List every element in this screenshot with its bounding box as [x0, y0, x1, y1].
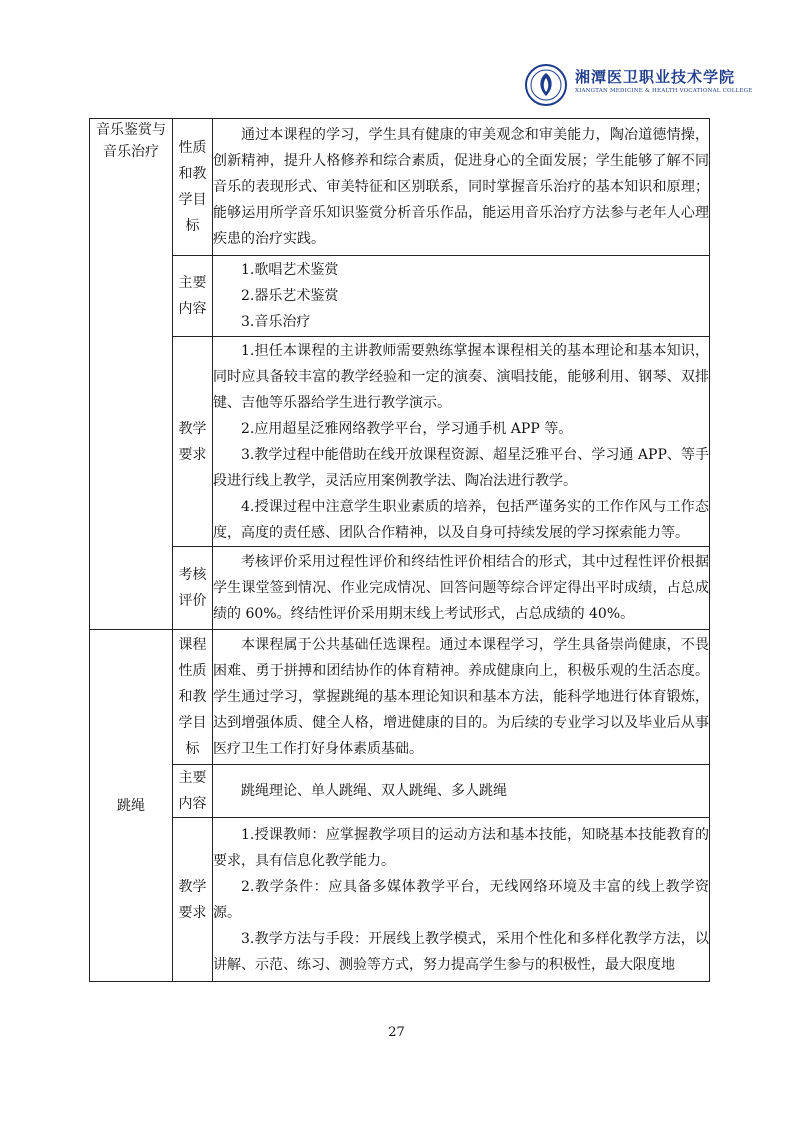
row-label-nature: 性质和教学目标 — [173, 119, 213, 256]
curriculum-table — [89, 118, 710, 982]
table-row — [90, 818, 710, 982]
table-row — [90, 119, 710, 256]
row-label-requirements: 教学要求 — [173, 818, 213, 982]
requirement-item: 3.教学过程中能借助在线开放课程资源、超星泛雅平台、学习通 APP、等手段进行线上教学，灵活应用案例教学法、陶冶法进行教学。 — [213, 446, 709, 489]
table-row — [90, 765, 710, 818]
requirement-item: 2.应用超星泛雅网络教学平台，学习通手机 APP 等。 — [241, 420, 573, 437]
school-emblem-icon — [525, 64, 567, 106]
table-row — [90, 256, 710, 337]
requirement-item: 2.教学条件：应具备多媒体教学平台，无线网络环境及丰富的线上教学资源。 — [213, 878, 709, 921]
list-item: 3.音乐治疗 — [241, 314, 311, 330]
school-name-cn: 湘潭医卫职业技术学院 — [575, 68, 736, 86]
row-label-requirements: 教学要求 — [173, 337, 213, 547]
nature-text — [213, 630, 710, 765]
requirement-item: 1.担任本课程的主讲教师需要熟练掌握本课程相关的基本理论和基本知识，同时应具备较丰富的教学经验和一定的演奏、演唱技能，能够利用、钢琴、双排键、吉他等乐器给学生进行教学演示。 — [213, 342, 709, 411]
nature-paragraph: 通过本课程的学习，学生具有健康的审美观念和审美能力，陶冶道德情操，创新精神，提升人格修养和综合素质，促进身心的全面发展；学生能够了解不同音乐的表现形式、审美特征和区别联系，同时掌握音乐治疗的基本知识和原理；能够运用所学音乐知识鉴赏分析音乐作品，能运用音乐治疗方法参与老年人心理疾患的治疗实践。 — [213, 127, 709, 247]
table-row — [90, 630, 710, 765]
nature-text — [213, 119, 710, 256]
course-name-jumprope: 跳绳 — [90, 630, 173, 982]
table-row — [90, 337, 710, 547]
page-number: 27 — [388, 1025, 405, 1040]
requirement-item: 1.授课教师：应掌握教学项目的运动方法和基本技能，知晓基本技能教育的要求，具有信息化教学能力。 — [213, 826, 709, 869]
row-label-content: 主要内容 — [173, 256, 213, 337]
evaluation-paragraph: 考核评价采用过程性评价和终结性评价相结合的形式，其中过程性评价根据学生课堂签到情况、作业完成情况、回答问题等综合评定得出平时成绩，占总成绩的 60%。终结性评价采用期末线上考试形式，占总成绩的 40%。 — [213, 554, 709, 622]
row-label-content: 主要内容 — [173, 765, 213, 818]
list-item: 1.歌唱艺术鉴赏 — [241, 262, 339, 278]
content-text — [213, 765, 710, 818]
nature-paragraph: 本课程属于公共基础任选课程。通过本课程学习，学生具备崇尚健康，不畏困难、勇于拼搏和团结协作的体育精神。养成健康向上，积极乐观的生活态度。学生通过学习，掌握跳绳的基本理论知识和基本方法，能科学地进行体育锻炼，达到增强体质、健全人格，增进健康的目的。为后续的专业学习以及毕业后从事医疗卫生工作打好身体素质基础。 — [213, 637, 709, 757]
content-list — [213, 256, 710, 337]
evaluation-text — [213, 547, 710, 630]
content-paragraph: 跳绳理论、单人跳绳、双人跳绳、多人跳绳 — [241, 783, 507, 799]
requirements-list — [213, 337, 710, 547]
list-item: 2.器乐艺术鉴赏 — [241, 288, 339, 304]
requirement-item: 3.教学方法与手段：开展线上教学模式，采用个性化和多样化教学方法，以讲解、示范、练习、测验等方式，努力提高学生参与的积极性，最大限度地 — [213, 930, 709, 973]
school-logo — [519, 62, 753, 108]
school-name-en: XIANGTAN MEDICINE & HEALTH VOCATIONAL COLLEGE — [575, 88, 753, 94]
course-name-music: 音乐鉴赏与音乐治疗 — [90, 119, 173, 630]
requirements-list — [213, 818, 710, 982]
requirement-item: 4.授课过程中注意学生职业素质的培养，包括严谨务实的工作作风与工作态度，高度的责任感、团队合作精神，以及自身可持续发展的学习探索能力等。 — [213, 498, 709, 541]
row-label-evaluation: 考核评价 — [173, 547, 213, 630]
row-label-nature: 课程性质和教学目标 — [173, 630, 213, 765]
table-row — [90, 547, 710, 630]
